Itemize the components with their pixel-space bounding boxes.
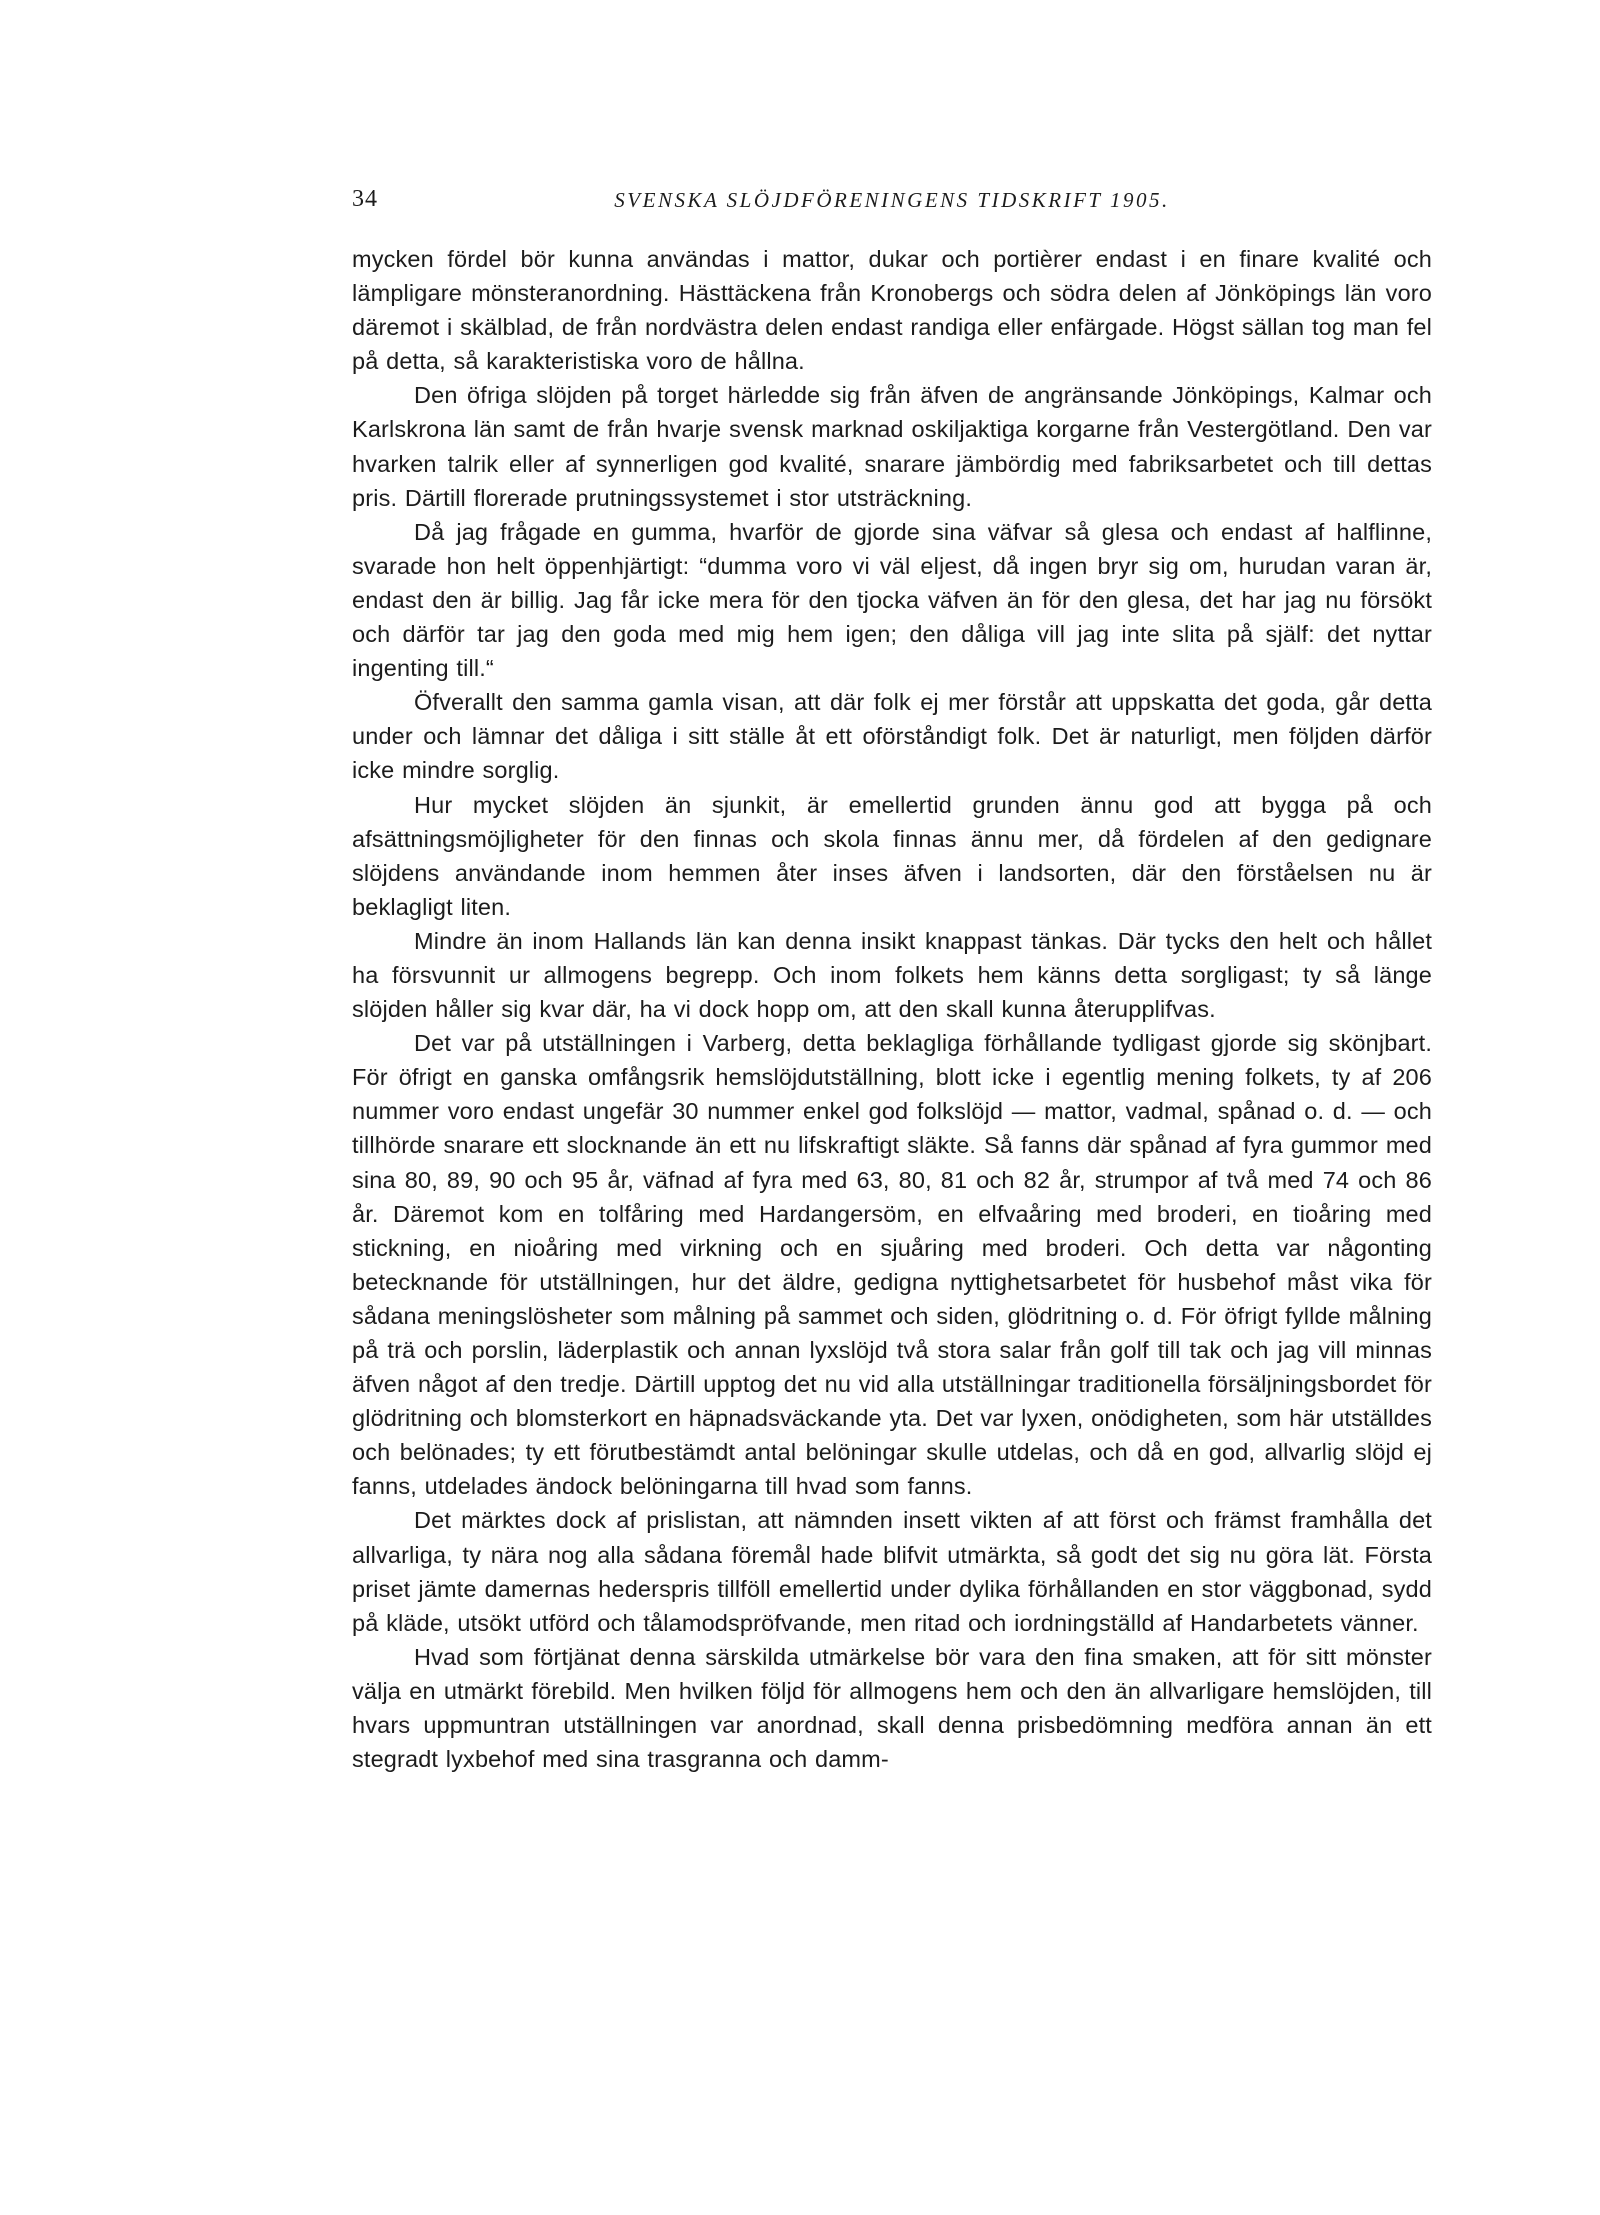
- paragraph: Den öfriga slöjden på torget härledde sig från äfven de angränsande Jönköpings, Kalmar och Karlskrona län samt de från hvarje svensk marknad oskiljaktiga korgarne från Vestergötland. Den var hvarken talrik eller af synnerligen god kvalité, snarare jämbördig med fabriksarbetet och till dettas pris. Därtill florerade prutningssystemet i stor utsträckning.: [352, 382, 1432, 511]
- paragraph: Det märktes dock af prislistan, att nämnden insett vikten af att först och främst framhålla det allvarliga, ty nära nog alla sådana föremål hade blifvit utmärkta, så godt det sig nu göra lät. Första priset jämte damernas hederspris tillföll emellertid under dylika förhållanden en stor väggbonad, sydd på kläde, utsökt utförd och tålamodspröfvande, men ritad och iordningställd af Handarbetets vänner.: [352, 1507, 1432, 1636]
- page-number: 34: [352, 186, 378, 212]
- paragraph: Mindre än inom Hallands län kan denna insikt knappast tänkas. Där tycks den helt och hållet ha försvunnit ur allmogens begrepp. Och inom folkets hem känns detta sorgligast; ty så länge slöjden håller sig kvar där, ha vi dock hopp om, att den skall kunna återupplifvas.: [352, 927, 1432, 1023]
- paragraph: Hvad som förtjänat denna särskilda utmärkelse bör vara den fina smaken, att för sitt mönster välja en utmärkt förebild. Men hvilken följd för allmogens hem och den än allvarligare hemslöjden, till hvars uppmuntran utställningen var anordnad, skall denna prisbedömning medföra annan än ett stegradt lyxbehof med sina trasgranna och damm-: [352, 1643, 1432, 1773]
- paragraph: Det var på utställningen i Varberg, detta beklagliga förhållande tydligast gjorde sig skönjbart. För öfrigt en ganska omfångsrik hemslöjdutställning, blott icke i egentlig mening folkets, ty af 206 nummer voro endast ungefär 30 nummer enkel god folkslöjd — mattor, vadmal, spånad o. d. — och tillhörde snarare ett slocknande än ett nu lifskraftigt släkte. Så fanns där spånad af fyra gummor med sina 80, 89, 90 och 95 år, väfnad af fyra med 63, 80, 81 och 82 år, strumpor af två med 74 och 86 år. Däremot kom en tolfåring med Hardangersöm, en elfvaåring med broderi, en tioåring med stickning, en nioåring med virkning och en sjuåring med broderi. Och detta var någonting betecknande för utställningen, hur det äldre, gedigna nyttighetsarbetet för husbehof måst vika för sådana meningslösheter som målning på sammet och siden, glödritning o. d. För öfrigt fyllde målning på trä och porslin, läderplastik och annan lyxslöjd två stora salar från golf till tak och jag vill minnas äfven något af den tredje. Därtill upptog det nu vid alla utställningar traditionella försäljningsbordet för glödritning och blomsterkort en häpnadsväckande yta. Det var lyxen, onödigheten, som här utställdes och belönades; ty ett förutbestämdt antal belöningar skulle utdelas, och då en god, allvarlig slöjd ej fanns, utdelades ändock belöningarna till hvad som fanns.: [352, 1030, 1432, 1500]
- paragraph-continued: mycken fördel bör kunna användas i mattor, dukar och portièrer endast i en finare kvalité och lämpligare mönsteranordning. Hästtäckena från Kronobergs och södra delen af Jönköpings län voro däremot i skälblad, de från nordvästra delen endast randiga eller enfärgade. Högst sällan tog man fel på detta, så karakteristiska voro de hållna.: [352, 246, 1432, 375]
- paragraph: Hur mycket slöjden än sjunkit, är emellertid grunden ännu god att bygga på och afsättningsmöjligheter för den finnas och skola finnas ännu mer, då fördelen af den gedignare slöjdens användande inom hemmen åter inses äfven i landsorten, där den förståelsen nu är beklagligt liten.: [352, 791, 1432, 920]
- journal-title: SVENSKA SLÖJDFÖRENINGENS TIDSKRIFT 1905.: [614, 188, 1170, 212]
- paragraph: Öfverallt den samma gamla visan, att där folk ej mer förstår att uppskatta det goda, går detta under och lämnar det dåliga i sitt ställe åt ett oförståndigt folk. Det är naturligt, men följden därför icke mindre sorglig.: [352, 689, 1432, 784]
- article-body: [352, 242, 1432, 1776]
- paragraph: Då jag frågade en gumma, hvarför de gjorde sina väfvar så glesa och endast af halflinne, svarade hon helt öppenhjärtigt: “dumma voro vi väl eljest, då ingen bryr sig om, hurudan varan är, endast den är billig. Jag får icke mera för den tjocka väfven än för den glesa, det har jag nu försökt och därför tar jag den goda med mig hem igen; den dåliga vill jag inte slita på själf: det nyttar ingenting till.“: [352, 518, 1432, 682]
- running-header: [352, 186, 1432, 226]
